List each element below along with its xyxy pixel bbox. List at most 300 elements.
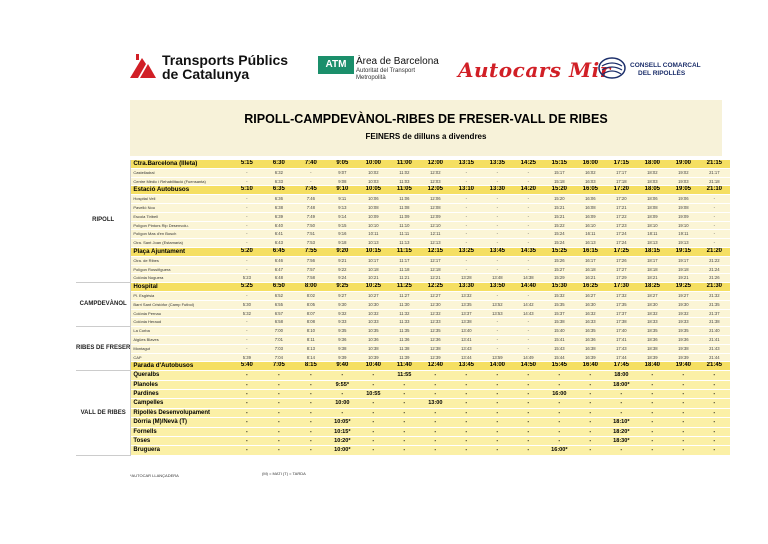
departure-time: 15:35: [544, 300, 575, 309]
departure-time: -: [699, 230, 730, 239]
departure-time: 8:05: [295, 300, 327, 309]
zone-ripoll: RIPOLL: [76, 160, 131, 283]
departure-time: 9:39: [327, 353, 358, 362]
departure-time: -: [295, 389, 327, 398]
zone-ribes-de-freser: RIBES DE FRESER: [76, 327, 131, 371]
departure-time: 18:25: [637, 283, 668, 292]
table-row: [76, 256, 730, 265]
departure-time: -: [482, 380, 513, 389]
departure-time: -: [451, 256, 482, 265]
departure-time: 15:15: [544, 160, 575, 168]
departure-time: 14:49: [513, 353, 544, 362]
departure-time: 14:25: [513, 160, 544, 168]
table-row: [76, 230, 730, 239]
departure-time: -: [231, 380, 263, 389]
table-row: [76, 300, 730, 309]
departure-time: 17:26: [606, 256, 637, 265]
departure-time: -: [451, 203, 482, 212]
departure-time: -: [451, 195, 482, 204]
departure-time: 19:11: [668, 230, 699, 239]
departure-time: -: [513, 256, 544, 265]
departure-time: 19:25: [668, 283, 699, 292]
departure-time: 16:36: [575, 335, 606, 344]
departure-time: 9:20: [327, 247, 358, 256]
departure-time: -: [606, 408, 637, 417]
departure-time: 21:18: [699, 177, 730, 186]
stop-name: Bruguera: [131, 446, 231, 455]
departure-time: -: [482, 389, 513, 398]
departure-time: 17:32: [606, 291, 637, 300]
departure-time: -: [263, 389, 295, 398]
departure-time: 11:33: [389, 318, 420, 327]
departure-time: 21:45: [699, 362, 730, 371]
departure-time: -: [420, 371, 451, 380]
departure-time: 10:21: [358, 274, 389, 283]
departure-time: 12:06: [420, 195, 451, 204]
departure-time: 11:27: [389, 291, 420, 300]
departure-time: -: [295, 446, 327, 455]
departure-time: 6:33: [263, 177, 295, 186]
departure-time: -: [231, 418, 263, 427]
departure-time: 7:04: [263, 353, 295, 362]
departure-time: -: [295, 408, 327, 417]
departure-time: 15:26: [544, 256, 575, 265]
departure-time: 5:39: [231, 353, 263, 362]
departure-time: 18:40: [637, 362, 668, 371]
departure-time: -: [513, 399, 544, 408]
departure-time: 12:02: [420, 168, 451, 177]
departure-time: 10:08: [358, 203, 389, 212]
stop-name: Ctra. Sant Joan (Estamaria): [131, 239, 231, 248]
table-row: [76, 265, 730, 274]
stop-name: Colònia Heraud: [131, 318, 231, 327]
stop-name: Hospital Vell: [131, 195, 231, 204]
departure-time: 15:22: [544, 221, 575, 230]
departure-time: 13:30: [482, 186, 513, 195]
departure-time: 10:15: [358, 247, 389, 256]
departure-time: 16:00: [575, 160, 606, 168]
departure-time: 13:28: [451, 274, 482, 283]
departure-time: 11:06: [389, 195, 420, 204]
departure-time: 11:13: [389, 239, 420, 248]
departure-time: -: [358, 380, 389, 389]
departure-time: -: [451, 371, 482, 380]
departure-time: 19:27: [668, 291, 699, 300]
departure-time: -: [637, 446, 668, 455]
departure-time: 17:41: [606, 335, 637, 344]
departure-time: 7:46: [295, 195, 327, 204]
stop-name: CAP: [131, 353, 231, 362]
departure-time: -: [231, 212, 263, 221]
departure-time: 12:39: [420, 353, 451, 362]
table-row: [76, 203, 730, 212]
departure-time: -: [575, 436, 606, 445]
departure-time: 17:30: [606, 283, 637, 292]
table-row: [76, 380, 730, 389]
departure-time: -: [420, 427, 451, 436]
departure-time: -: [575, 399, 606, 408]
departure-time: -: [668, 408, 699, 417]
departure-time: -: [263, 399, 295, 408]
departure-time: 19:10: [668, 221, 699, 230]
departure-time: -: [231, 399, 263, 408]
stop-name: Hospital: [131, 283, 231, 292]
departure-time: 5:32: [231, 309, 263, 318]
departure-time: -: [575, 408, 606, 417]
departure-time: 10:02: [358, 168, 389, 177]
stop-name: Aigües Blaves: [131, 335, 231, 344]
departure-time: 14:20: [513, 186, 544, 195]
departure-time: -: [482, 195, 513, 204]
departure-time: 9:35: [327, 327, 358, 336]
departure-time: -: [327, 408, 358, 417]
departure-time: 18:13: [637, 239, 668, 248]
departure-time: 19:00: [668, 160, 699, 168]
departure-time: 13:50: [482, 283, 513, 292]
departure-time: -: [451, 168, 482, 177]
departure-time: -: [513, 408, 544, 417]
departure-time: -: [637, 436, 668, 445]
departure-time: 6:30: [263, 160, 295, 168]
departure-time: 15:30: [544, 283, 575, 292]
tpc-name-line2: de Catalunya: [162, 66, 250, 82]
page-title: RIPOLL-CAMPDEVÀNOL-RIBES DE FRESER-VALL DE RIBES: [244, 112, 608, 126]
stop-name: Barri Sant Cristòfor (Camp Futbol): [131, 300, 231, 309]
logos-bar: [0, 0, 768, 100]
departure-time: 21:32: [699, 291, 730, 300]
table-row: [76, 160, 730, 168]
departure-time: -: [231, 371, 263, 380]
departure-time: 9:24: [327, 274, 358, 283]
departure-time: -: [358, 408, 389, 417]
departure-time: 8:08: [295, 318, 327, 327]
departure-time: 21:20: [699, 247, 730, 256]
departure-time: 8:10: [295, 327, 327, 336]
departure-time: 19:30: [668, 300, 699, 309]
departure-time: -: [358, 446, 389, 455]
timetable: [76, 160, 730, 456]
departure-time: 6:40: [263, 221, 295, 230]
departure-time: -: [263, 436, 295, 445]
departure-time: 9:30: [327, 300, 358, 309]
departure-time: 18:11: [637, 230, 668, 239]
table-row: [76, 418, 730, 427]
departure-time: -: [668, 371, 699, 380]
table-row: [76, 436, 730, 445]
departure-time: -: [263, 418, 295, 427]
departure-time: 11:30: [389, 300, 420, 309]
departure-time: -: [699, 212, 730, 221]
departure-time: 5:30: [231, 300, 263, 309]
departure-time: 5:40: [231, 362, 263, 371]
departure-time: -: [389, 380, 420, 389]
departure-time: 12:38: [420, 344, 451, 353]
departure-time: -: [637, 408, 668, 417]
departure-time: 17:21: [606, 203, 637, 212]
departure-time: -: [263, 427, 295, 436]
departure-time: -: [358, 418, 389, 427]
departure-time: -: [513, 221, 544, 230]
departure-time: 10:20*: [327, 436, 358, 445]
departure-time: 16:32: [575, 309, 606, 318]
table-row: [76, 362, 730, 371]
departure-time: 10:30: [358, 300, 389, 309]
table-row: [76, 247, 730, 256]
departure-time: 16:17: [575, 256, 606, 265]
departure-time: -: [420, 418, 451, 427]
departure-time: 9:27: [327, 291, 358, 300]
departure-time: 10:38: [358, 344, 389, 353]
departure-time: 7:40: [295, 160, 327, 168]
departure-time: 19:40: [668, 362, 699, 371]
departure-time: 12:30: [420, 300, 451, 309]
departure-time: -: [295, 418, 327, 427]
departure-time: 10:32: [358, 309, 389, 318]
departure-time: -: [263, 408, 295, 417]
departure-time: -: [231, 195, 263, 204]
departure-time: 13:15: [451, 160, 482, 168]
departure-time: 12:21: [420, 274, 451, 283]
departure-time: 19:32: [668, 309, 699, 318]
departure-time: 10:25: [358, 283, 389, 292]
departure-time: 9:33: [327, 318, 358, 327]
departure-time: 8:02: [295, 291, 327, 300]
departure-time: -: [513, 203, 544, 212]
departure-time: 13:45: [482, 247, 513, 256]
departure-time: 5:15: [231, 160, 263, 168]
departure-time: -: [231, 168, 263, 177]
table-row: [76, 212, 730, 221]
departure-time: -: [699, 427, 730, 436]
departure-time: 21:44: [699, 353, 730, 362]
stop-name: Centre Mèdic i Rehabilitació (Fuensanta): [131, 177, 231, 186]
departure-time: -: [327, 389, 358, 398]
departure-time: 11:00: [389, 160, 420, 168]
departure-time: 9:11: [327, 195, 358, 204]
departure-time: 12:09: [420, 212, 451, 221]
departure-time: 16:21: [575, 274, 606, 283]
departure-time: -: [668, 399, 699, 408]
departure-time: -: [699, 380, 730, 389]
departure-time: 18:08: [637, 203, 668, 212]
departure-time: 9:10: [327, 186, 358, 195]
departure-time: 10:03: [358, 177, 389, 186]
departure-time: -: [420, 408, 451, 417]
departure-time: 5:25: [231, 283, 263, 292]
departure-time: 9:25: [327, 283, 358, 292]
departure-time: 17:20: [606, 195, 637, 204]
zone-vall-de-ribes: VALL DE RIBES: [76, 371, 131, 456]
departure-time: 6:45: [263, 247, 295, 256]
departure-time: 11:40: [389, 362, 420, 371]
departure-time: -: [389, 408, 420, 417]
departure-time: 11:55: [389, 371, 420, 380]
table-row: [76, 168, 730, 177]
departure-time: 12:18: [420, 265, 451, 274]
departure-time: 9:32: [327, 309, 358, 318]
departure-time: 15:24: [544, 230, 575, 239]
departure-time: 18:30*: [606, 436, 637, 445]
departure-time: 10:39: [358, 353, 389, 362]
departure-time: -: [451, 265, 482, 274]
departure-time: -: [389, 418, 420, 427]
stop-name: Parada d'Autobusos: [131, 362, 231, 371]
table-row: [76, 335, 730, 344]
departure-time: 11:02: [389, 168, 420, 177]
departure-time: 21:26: [699, 274, 730, 283]
departure-time: 15:37: [544, 309, 575, 318]
departure-time: -: [451, 212, 482, 221]
departure-time: 12:27: [420, 291, 451, 300]
table-row: [76, 446, 730, 455]
departure-time: -: [637, 371, 668, 380]
departure-time: 12:36: [420, 335, 451, 344]
departure-time: -: [575, 380, 606, 389]
departure-time: 9:22: [327, 265, 358, 274]
departure-time: 18:33: [637, 318, 668, 327]
departure-time: 18:10: [637, 221, 668, 230]
departure-time: 18:32: [637, 309, 668, 318]
departure-time: -: [482, 177, 513, 186]
departure-time: 10:27: [358, 291, 389, 300]
departure-time: -: [699, 389, 730, 398]
departure-time: -: [231, 265, 263, 274]
stop-name: Toses: [131, 436, 231, 445]
departure-time: 9:21: [327, 256, 358, 265]
departure-time: 15:44: [544, 353, 575, 362]
departure-time: 19:36: [668, 335, 699, 344]
stop-name: Polígon Pintors Rip Desenvolu.: [131, 221, 231, 230]
departure-time: 14:40: [513, 283, 544, 292]
departure-time: 7:49: [295, 212, 327, 221]
departure-time: 13:32: [451, 291, 482, 300]
departure-time: 6:50: [263, 283, 295, 292]
stop-name: Pavelló Nou: [131, 203, 231, 212]
stop-name: Colònia Pernau: [131, 309, 231, 318]
atm-subname: Autoritat del Transport Metropolità: [356, 68, 416, 81]
departure-time: -: [482, 265, 513, 274]
departure-time: 16:00: [544, 389, 575, 398]
table-row: [76, 195, 730, 204]
departure-time: 10:05: [358, 186, 389, 195]
departure-time: 16:00*: [544, 446, 575, 455]
departure-time: 21:22: [699, 256, 730, 265]
departure-time: -: [231, 427, 263, 436]
departure-time: 11:08: [389, 203, 420, 212]
departure-time: 19:03: [668, 177, 699, 186]
table-row: [76, 274, 730, 283]
table-row: [76, 389, 730, 398]
departure-time: 10:36: [358, 335, 389, 344]
departure-time: -: [544, 380, 575, 389]
stop-name: Ctra.Barcelona (Illeta): [131, 160, 231, 168]
departure-time: -: [513, 265, 544, 274]
departure-time: 10:11: [358, 230, 389, 239]
departure-time: 6:58: [263, 318, 295, 327]
atm-name: Àrea de Barcelona: [356, 56, 439, 67]
departure-time: -: [231, 446, 263, 455]
departure-time: 11:09: [389, 212, 420, 221]
departure-time: 16:39: [575, 353, 606, 362]
departure-time: 19:02: [668, 168, 699, 177]
departure-time: -: [513, 344, 544, 353]
departure-time: 18:00: [637, 160, 668, 168]
departure-time: -: [544, 436, 575, 445]
departure-time: 16:38: [575, 344, 606, 353]
departure-time: 16:30: [575, 300, 606, 309]
departure-time: -: [668, 436, 699, 445]
departure-time: 7:01: [263, 335, 295, 344]
departure-time: 14:43: [513, 309, 544, 318]
departure-time: 17:44: [606, 353, 637, 362]
zone-campdevanol: CAMPDEVÀNOL: [76, 283, 131, 327]
departure-time: 10:35: [358, 327, 389, 336]
departure-time: -: [451, 177, 482, 186]
departure-time: -: [451, 427, 482, 436]
departure-time: 16:08: [575, 203, 606, 212]
departure-time: 7:56: [295, 256, 327, 265]
departure-time: 19:05: [668, 186, 699, 195]
departure-time: 7:05: [263, 362, 295, 371]
departure-time: 16:10: [575, 221, 606, 230]
departure-time: 18:03: [637, 177, 668, 186]
departure-time: 18:18: [637, 265, 668, 274]
autocars-mir-logo: Autocars Mir: [458, 58, 611, 82]
departure-time: 18:05: [637, 186, 668, 195]
departure-time: -: [544, 418, 575, 427]
departure-time: -: [420, 436, 451, 445]
departure-time: 11:15: [389, 247, 420, 256]
departure-time: 7:51: [295, 230, 327, 239]
departure-time: -: [482, 436, 513, 445]
departure-time: 7:03: [263, 344, 295, 353]
departure-time: -: [482, 427, 513, 436]
departure-time: -: [513, 380, 544, 389]
departure-time: -: [451, 389, 482, 398]
departure-time: 11:18: [389, 265, 420, 274]
departure-time: -: [451, 380, 482, 389]
table-row: [76, 309, 730, 318]
atm-logo: [318, 56, 446, 86]
departure-time: -: [699, 446, 730, 455]
departure-time: -: [575, 446, 606, 455]
departure-time: 16:40: [575, 362, 606, 371]
departure-time: 13:40: [451, 327, 482, 336]
departure-time: 17:22: [606, 212, 637, 221]
departure-time: 9:14: [327, 212, 358, 221]
departure-time: 17:35: [606, 300, 637, 309]
departure-time: -: [482, 230, 513, 239]
departure-time: -: [451, 418, 482, 427]
departure-time: -: [513, 168, 544, 177]
departure-time: -: [575, 418, 606, 427]
departure-time: 10:09: [358, 212, 389, 221]
departure-time: 18:39: [637, 353, 668, 362]
departure-time: 9:36: [327, 335, 358, 344]
departure-time: -: [231, 408, 263, 417]
stop-name: Dòrria (M)/Nevà (T): [131, 418, 231, 427]
departure-time: 12:15: [420, 247, 451, 256]
table-row: [76, 371, 730, 380]
departure-time: -: [231, 318, 263, 327]
departure-time: 10:10: [358, 221, 389, 230]
departure-time: -: [482, 168, 513, 177]
departure-time: 11:35: [389, 327, 420, 336]
departure-time: -: [358, 427, 389, 436]
departure-time: 7:53: [295, 239, 327, 248]
stop-name: Queralbs: [131, 371, 231, 380]
departure-time: 17:20: [606, 186, 637, 195]
